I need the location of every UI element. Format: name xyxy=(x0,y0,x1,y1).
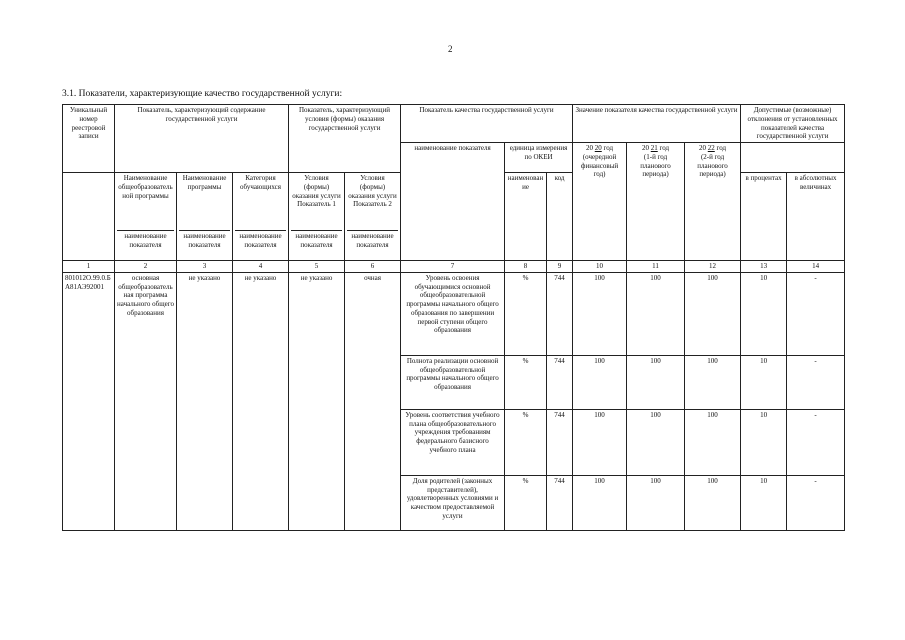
indicator-value-3: 100 xyxy=(685,475,741,530)
indicator-unit: % xyxy=(505,272,547,355)
header-unit-name: наименование xyxy=(505,173,547,261)
header-program: Наименование программы наименование показателя xyxy=(177,173,233,261)
indicator-percent: 10 xyxy=(741,475,787,530)
indicator-absolute: - xyxy=(787,355,845,409)
column-number: 13 xyxy=(741,261,787,273)
table-row xyxy=(63,272,845,355)
header-unit-code: код xyxy=(547,173,573,261)
indicator-name: Уровень освоения обучающимися основной общеобразовательной программы начального общего образования по завершении первой ступени общего образования xyxy=(401,272,505,355)
section-heading: 3.1. Показатели, характеризующие качество государственной услуги: xyxy=(62,89,343,99)
column-number: 12 xyxy=(685,261,741,273)
column-number: 8 xyxy=(505,261,547,273)
header-year-1: 20 20 год (очередной финансовый год) xyxy=(573,143,627,261)
header-conditions-group: Показатель, характеризующий условия (формы) оказания государственной услуги xyxy=(289,105,401,143)
indicator-value-1: 100 xyxy=(573,355,627,409)
indicator-value-2: 100 xyxy=(627,409,685,475)
quality-indicators-table xyxy=(62,104,845,531)
indicator-value-1: 100 xyxy=(573,409,627,475)
indicator-value-1: 100 xyxy=(573,475,627,530)
column-number: 14 xyxy=(787,261,845,273)
header-year-2: 20 21 год (1-й год планового периода) xyxy=(627,143,685,261)
indicator-value-2: 100 xyxy=(627,355,685,409)
column-number: 9 xyxy=(547,261,573,273)
header-absolute: в абсолютных величинах xyxy=(787,173,845,261)
indicator-name: Уровень соответствия учебного плана общеобразовательного учреждения требованиям федерального базисного учебного плана xyxy=(401,409,505,475)
header-percent: в процентах xyxy=(741,173,787,261)
indicator-value-3: 100 xyxy=(685,272,741,355)
header-unique-number: Уникальный номер реестровой записи xyxy=(63,105,115,173)
indicator-code: 744 xyxy=(547,475,573,530)
indicator-code: 744 xyxy=(547,272,573,355)
indicator-value-3: 100 xyxy=(685,409,741,475)
column-number: 7 xyxy=(401,261,505,273)
record-c5: не указано xyxy=(289,272,345,530)
header-quality-group: Показатель качества государственной услуги xyxy=(401,105,573,143)
indicator-percent: 10 xyxy=(741,409,787,475)
header-year-3: 20 22 год (2-й год планового периода) xyxy=(685,143,741,261)
column-number: 2 xyxy=(115,261,177,273)
column-number: 5 xyxy=(289,261,345,273)
header-deviation-group: Допустимые (возможные) отклонения от установленных показателей качества государственной услуги xyxy=(741,105,845,143)
header-indicator-name: наименование показателя xyxy=(401,143,505,261)
header-value-group: Значение показателя качества государственной услуги xyxy=(573,105,741,143)
page-number: 2 xyxy=(448,44,453,54)
indicator-absolute: - xyxy=(787,272,845,355)
record-c3: не указано xyxy=(177,272,233,530)
record-c6: очная xyxy=(345,272,401,530)
column-number: 1 xyxy=(63,261,115,273)
column-number: 4 xyxy=(233,261,289,273)
indicator-code: 744 xyxy=(547,409,573,475)
indicator-absolute: - xyxy=(787,475,845,530)
column-number: 3 xyxy=(177,261,233,273)
record-unique-number: 801012О.99.0.БА81АЭ92001 xyxy=(63,272,115,530)
header-content-group: Показатель, характеризующий содержание государственной услуги xyxy=(115,105,289,143)
indicator-unit: % xyxy=(505,409,547,475)
column-number: 10 xyxy=(573,261,627,273)
header-condition-2: Условия (формы) оказания услуги Показатель 2 наименование показателя xyxy=(345,173,401,261)
indicator-value-2: 100 xyxy=(627,272,685,355)
header-program-name: Наименование общеобразовательной программы наименование показателя xyxy=(115,173,177,261)
indicator-value-2: 100 xyxy=(627,475,685,530)
indicator-value-1: 100 xyxy=(573,272,627,355)
indicator-value-3: 100 xyxy=(685,355,741,409)
indicator-percent: 10 xyxy=(741,355,787,409)
record-c4: не указано xyxy=(233,272,289,530)
indicator-absolute: - xyxy=(787,409,845,475)
indicator-name: Доля родителей (законных представителей), удовлетворенных условиями и качеством предоставляемой услуги xyxy=(401,475,505,530)
column-numbers-row xyxy=(63,261,845,273)
indicator-unit: % xyxy=(505,475,547,530)
indicator-name: Полнота реализации основной общеобразовательной программы начального общего образования xyxy=(401,355,505,409)
header-condition-1: Условия (формы) оказания услуги Показатель 1 наименование показателя xyxy=(289,173,345,261)
indicator-percent: 10 xyxy=(741,272,787,355)
column-number: 11 xyxy=(627,261,685,273)
indicator-unit: % xyxy=(505,355,547,409)
header-okei: единица измерения по ОКЕИ xyxy=(505,143,573,173)
record-program: основная общеобразовательная программа начального общего образования xyxy=(115,272,177,530)
header-category: Категория обучающихся наименование показателя xyxy=(233,173,289,261)
column-number: 6 xyxy=(345,261,401,273)
indicator-code: 744 xyxy=(547,355,573,409)
